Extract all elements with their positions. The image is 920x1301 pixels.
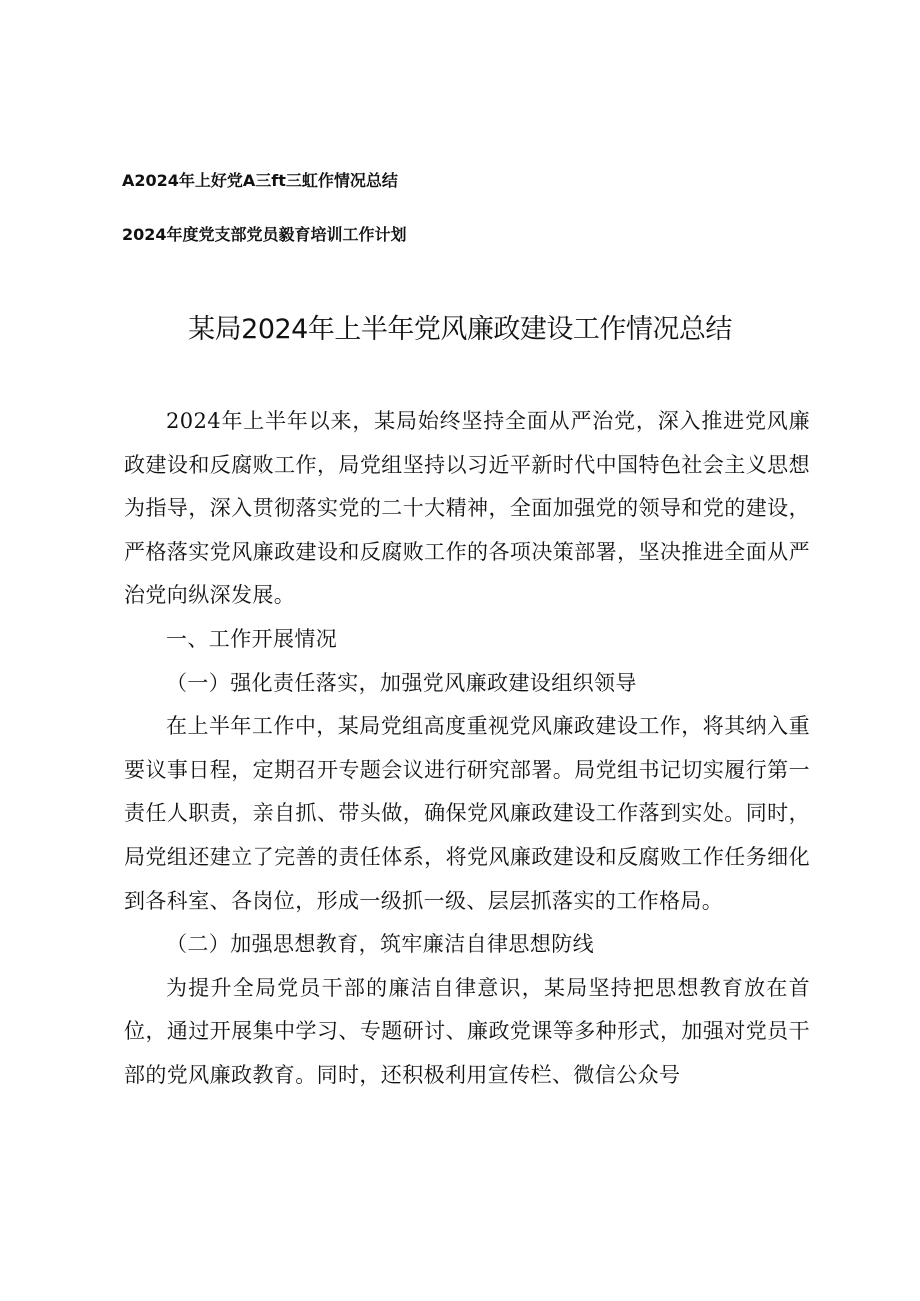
toc-link-first[interactable]: A2024年上好党A三ft三虹作情况总结 — [122, 171, 398, 190]
toc-link-second[interactable]: 2024年度党支部党员毅育培训工作计划 — [122, 225, 407, 244]
intro-paragraph: 2024年上半年以来，某局始终坚持全面从严治党，深入推进党风廉政建设和反腐败工作，局党组坚持以习近平新时代中国特色社会主义思想为指导，深入贯彻落实党的二十大精神，全面加强党的领导和党的建设，严格落实党风廉政建设和反腐败工作的各项决策部署，坚决推进全面从严治党向纵深发展。 — [124, 409, 810, 608]
document-title: 某局2024年上半年党风廉政建设工作情况总结 — [188, 314, 732, 345]
subsection-paragraph-responsibility: 在上半年工作中，某局党组高度重视党风廉政建设工作，将其纳入重要议事日程，定期召开专题会议进行研究部署。局党组书记切实履行第一责任人职责，亲自抓、带头做，确保党风廉政建设工作落到实处。同时，局党组还建立了完善的责任体系，将党风廉政建设和反腐败工作任务细化到各科室、各岗位，形成一级抓一级、层层抓落实的工作格局。 — [124, 714, 810, 913]
document-body — [124, 400, 810, 1098]
subsection-heading-education: （二）加强思想教育，筑牢廉洁自律思想防线 — [166, 932, 594, 957]
section-heading-work-status: 一、工作开展情况 — [166, 626, 338, 651]
subsection-paragraph-education: 为提升全局党员干部的廉洁自律意识，某局坚持把思想教育放在首位，通过开展集中学习、专题研讨、廉政党课等多种形式，加强对党员干部的党风廉政教育。同时，还积极利用宣传栏、微信公众号 — [124, 975, 810, 1087]
subsection-heading-responsibility: （一）强化责任落实，加强党风廉政建设组织领导 — [166, 670, 637, 695]
